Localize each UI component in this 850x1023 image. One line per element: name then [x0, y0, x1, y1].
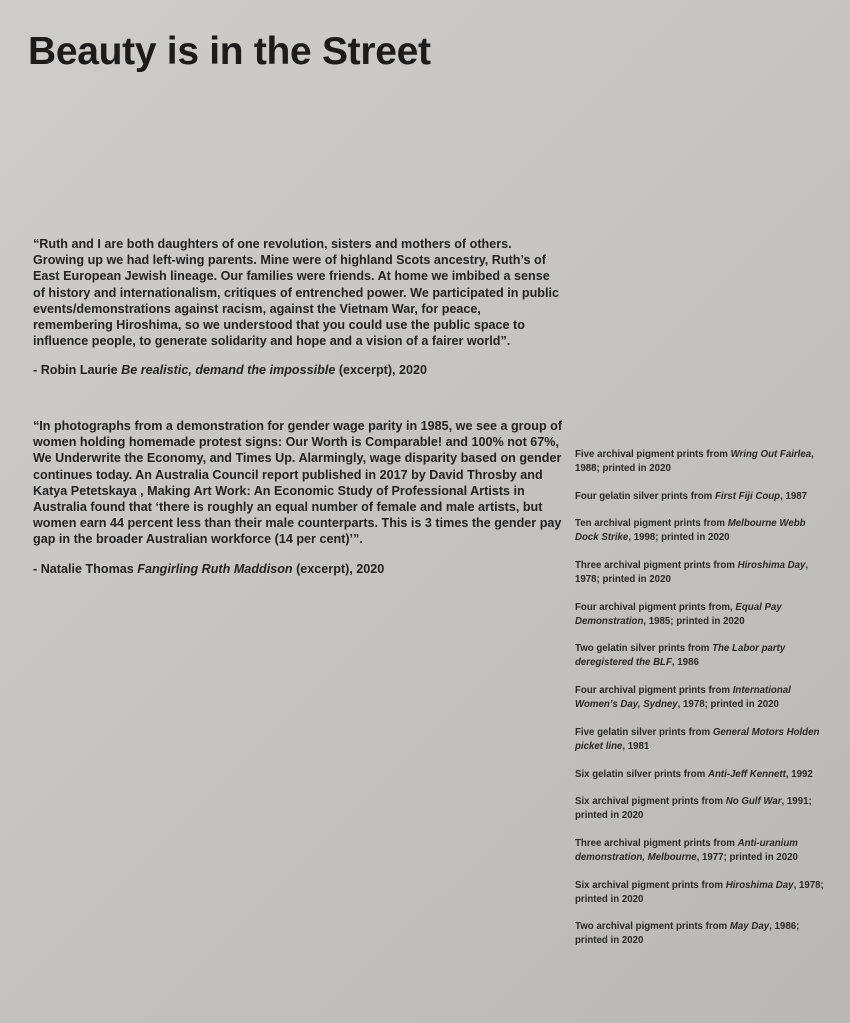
- caption-work: Hiroshima Day: [725, 879, 794, 891]
- caption-prefix: Six gelatin silver prints from: [575, 768, 708, 780]
- attribution-work: Be realistic, demand the impossible: [121, 363, 336, 378]
- caption-suffix: , 1978; printed in 2020: [677, 699, 779, 711]
- caption-prefix: Six archival pigment prints from: [575, 879, 726, 891]
- caption-work: Anti-Jeff Kennett: [707, 768, 786, 780]
- caption-suffix: , 1991; printed in 2020: [575, 796, 812, 822]
- caption-prefix: Ten archival pigment prints from: [575, 518, 728, 530]
- caption-item: [575, 448, 825, 476]
- caption-prefix: Six archival pigment prints from: [575, 796, 726, 808]
- caption-work: Anti-uranium demonstration, Melbourne: [575, 837, 798, 863]
- quote-natalie-thomas: [33, 418, 563, 577]
- caption-prefix: Three archival pigment prints from: [575, 560, 738, 572]
- quote-text: “In photographs from a demonstration for gender wage parity in 1985, we see a group of women holding homemade protest signs: Our Worth is Comparable! and 100% not 67%, We Underwrite the Economy, and Times Up. Alarmingly, wage disparity based on gender continues today. An Australia Council report published in 2017 by David Throsby and Katya Petetskaya , Making Art Work: An Economic Study of Professional Artists in Australia found that ‘there is roughly an equal number of female and male artists, but women earn 44 percent less than their male counterparts. This is 3 times the gender pay gap in the broader Australian workforce (14 per cent)’”.: [33, 419, 563, 547]
- caption-suffix: , 1987: [780, 490, 808, 502]
- attribution-author: - Natalie Thomas: [33, 561, 138, 576]
- caption-work: Equal Pay Demonstration: [575, 601, 782, 627]
- caption-work: The Labor party deregistered the BLF: [575, 643, 786, 669]
- caption-item: [575, 490, 825, 504]
- caption-prefix: Three archival pigment prints from: [575, 837, 738, 849]
- caption-prefix: Two gelatin silver prints from: [575, 643, 713, 655]
- caption-prefix: Four archival pigment prints from: [575, 685, 733, 697]
- caption-suffix: , 1985; printed in 2020: [643, 615, 745, 627]
- quote-attribution: [33, 561, 563, 577]
- quote-attribution: [33, 362, 563, 378]
- caption-item: [575, 559, 825, 587]
- caption-suffix: , 1978; printed in 2020: [575, 560, 809, 586]
- caption-item: [575, 920, 825, 948]
- attribution-suffix: (excerpt), 2020: [292, 561, 385, 576]
- caption-item: [575, 684, 825, 712]
- caption-item: [575, 795, 825, 823]
- caption-work: No Gulf War: [725, 796, 782, 808]
- caption-suffix: , 1977; printed in 2020: [696, 851, 798, 863]
- quote-text: “Ruth and I are both daughters of one revolution, sisters and mothers of others. Growing up we had left-wing parents. Mine were of highland Scots ancestry, Ruth’s of East European Jewish lineage. Our families were friends. At home we imbibed a sense of history and internationalism, critiques of entrenched power. We participated in public events/demonstrations against racism, against the Vietnam War, for peace, remembering Hiroshima, so we understood that you could use the public space to influence people, to generate solidarity and hope and a vision of a fairer world”.: [33, 237, 559, 349]
- caption-work: Wring Out Fairlea: [730, 449, 812, 460]
- caption-work: General Motors Holden picket line: [575, 726, 820, 752]
- print-captions-list: [575, 448, 825, 962]
- caption-work: Hiroshima Day: [737, 560, 806, 572]
- caption-suffix: , 1998; printed in 2020: [628, 532, 730, 544]
- caption-item: [575, 517, 825, 545]
- caption-suffix: , 1981: [622, 740, 650, 752]
- caption-suffix: , 1992: [785, 768, 813, 780]
- caption-work: Melbourne Webb Dock Strike: [575, 518, 806, 544]
- caption-suffix: , 1978; printed in 2020: [575, 879, 824, 905]
- attribution-author: - Robin Laurie: [33, 363, 122, 378]
- quote-robin-laurie: [33, 236, 563, 379]
- caption-prefix: Two archival pigment prints from: [575, 921, 730, 933]
- caption-work: First Fiji Coup: [714, 490, 781, 502]
- caption-item: [575, 768, 825, 782]
- caption-prefix: Four gelatin silver prints from: [575, 490, 715, 502]
- caption-prefix: Five archival pigment prints from: [575, 449, 731, 460]
- caption-item: [575, 726, 825, 754]
- caption-item: [575, 837, 825, 865]
- caption-prefix: Five gelatin silver prints from: [575, 726, 713, 738]
- caption-suffix: , 1986: [671, 657, 699, 669]
- caption-prefix: Four archival pigment prints from,: [575, 601, 736, 613]
- caption-suffix: , 1988; printed in 2020: [575, 449, 814, 474]
- caption-item: [575, 879, 825, 907]
- caption-item: [575, 642, 825, 670]
- caption-item: [575, 601, 825, 629]
- attribution-suffix: (excerpt), 2020: [335, 363, 428, 378]
- caption-work: May Day: [729, 921, 770, 933]
- caption-suffix: , 1986; printed in 2020: [575, 921, 800, 947]
- page-title: Beauty is in the Street: [28, 30, 431, 73]
- caption-work: International Women’s Day, Sydney: [575, 685, 791, 711]
- attribution-work: Fangirling Ruth Maddison: [137, 561, 293, 576]
